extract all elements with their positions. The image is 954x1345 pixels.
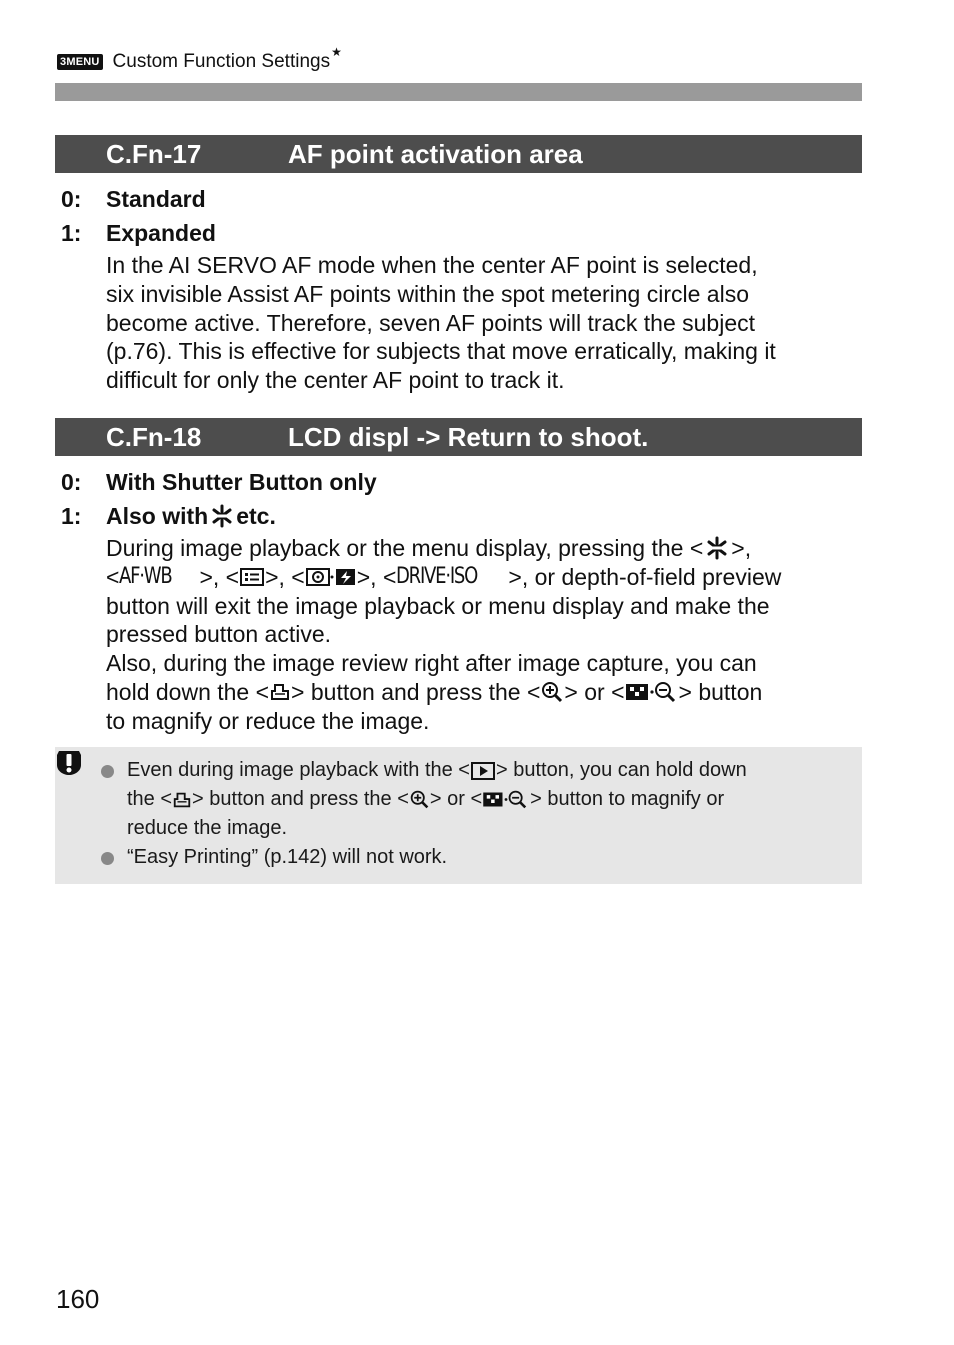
drive-iso-button-icon: DRIVE·ISO (396, 563, 478, 589)
print-share-icon (172, 790, 192, 810)
section-heading-cfn18 (55, 418, 862, 456)
option-description: During image playback or the menu display, pressing the < >, < AF·WB >, < >, < >, < DRIVE·ISO >, or depth-of-field preview button will exit the image playback or menu display and make the pressed button active. Also, during the image review right after image capture, you can hold down the < > button and press the < > or < > button to magnify or reduce the image. (106, 535, 782, 734)
ae-lock-star-icon (705, 536, 729, 560)
ae-lock-star-icon (210, 504, 234, 528)
section-heading-cfn17 (55, 135, 862, 173)
header-rule (55, 83, 862, 101)
playback-icon (470, 761, 496, 781)
print-share-icon (269, 681, 291, 703)
option-0: 0: Standard (61, 185, 206, 212)
page-header (57, 45, 342, 74)
option-description: In the AI SERVO AF mode when the center AF point is selected, six invisible Assist AF points within the spot metering circle also become active. Therefore, seven AF points will track the subject (p.76). This is effective for subjects that move erratically, making it difficult for only the center AF point to track it. (106, 252, 776, 394)
af-wb-button-icon: AF·WB (119, 563, 172, 589)
magnify-icon (409, 789, 430, 810)
section-code: C.Fn-17 (106, 138, 202, 169)
menu-tab-icon: 3MENU (57, 54, 103, 70)
option-1: 1: Expanded (61, 219, 216, 246)
caution-icon (55, 749, 83, 777)
section-name: LCD displ -> Return to shoot. (288, 421, 649, 452)
bullet-dot (101, 852, 114, 865)
section-name: AF point activation area (288, 138, 583, 169)
index-reduce-icon (482, 789, 530, 810)
bullet-dot (101, 765, 114, 778)
metering-flash-comp-icon (305, 566, 357, 588)
star-icon: ★ (331, 45, 342, 59)
option-1: 1: Also with etc. (61, 502, 276, 529)
header-title: Custom Function Settings★ (112, 45, 342, 72)
page-number: 160 (56, 1284, 100, 1314)
index-reduce-icon (625, 680, 679, 704)
picture-style-icon (239, 566, 265, 588)
option-0: 0: With Shutter Button only (61, 468, 377, 495)
magnify-icon (540, 680, 564, 704)
section-code: C.Fn-18 (106, 421, 202, 452)
caution-box: Even during image playback with the < > button, you can hold down the < > button and press the < > or < > button to magnify or reduce the image. “Easy Printing” (p.142) will not work. (55, 747, 862, 884)
